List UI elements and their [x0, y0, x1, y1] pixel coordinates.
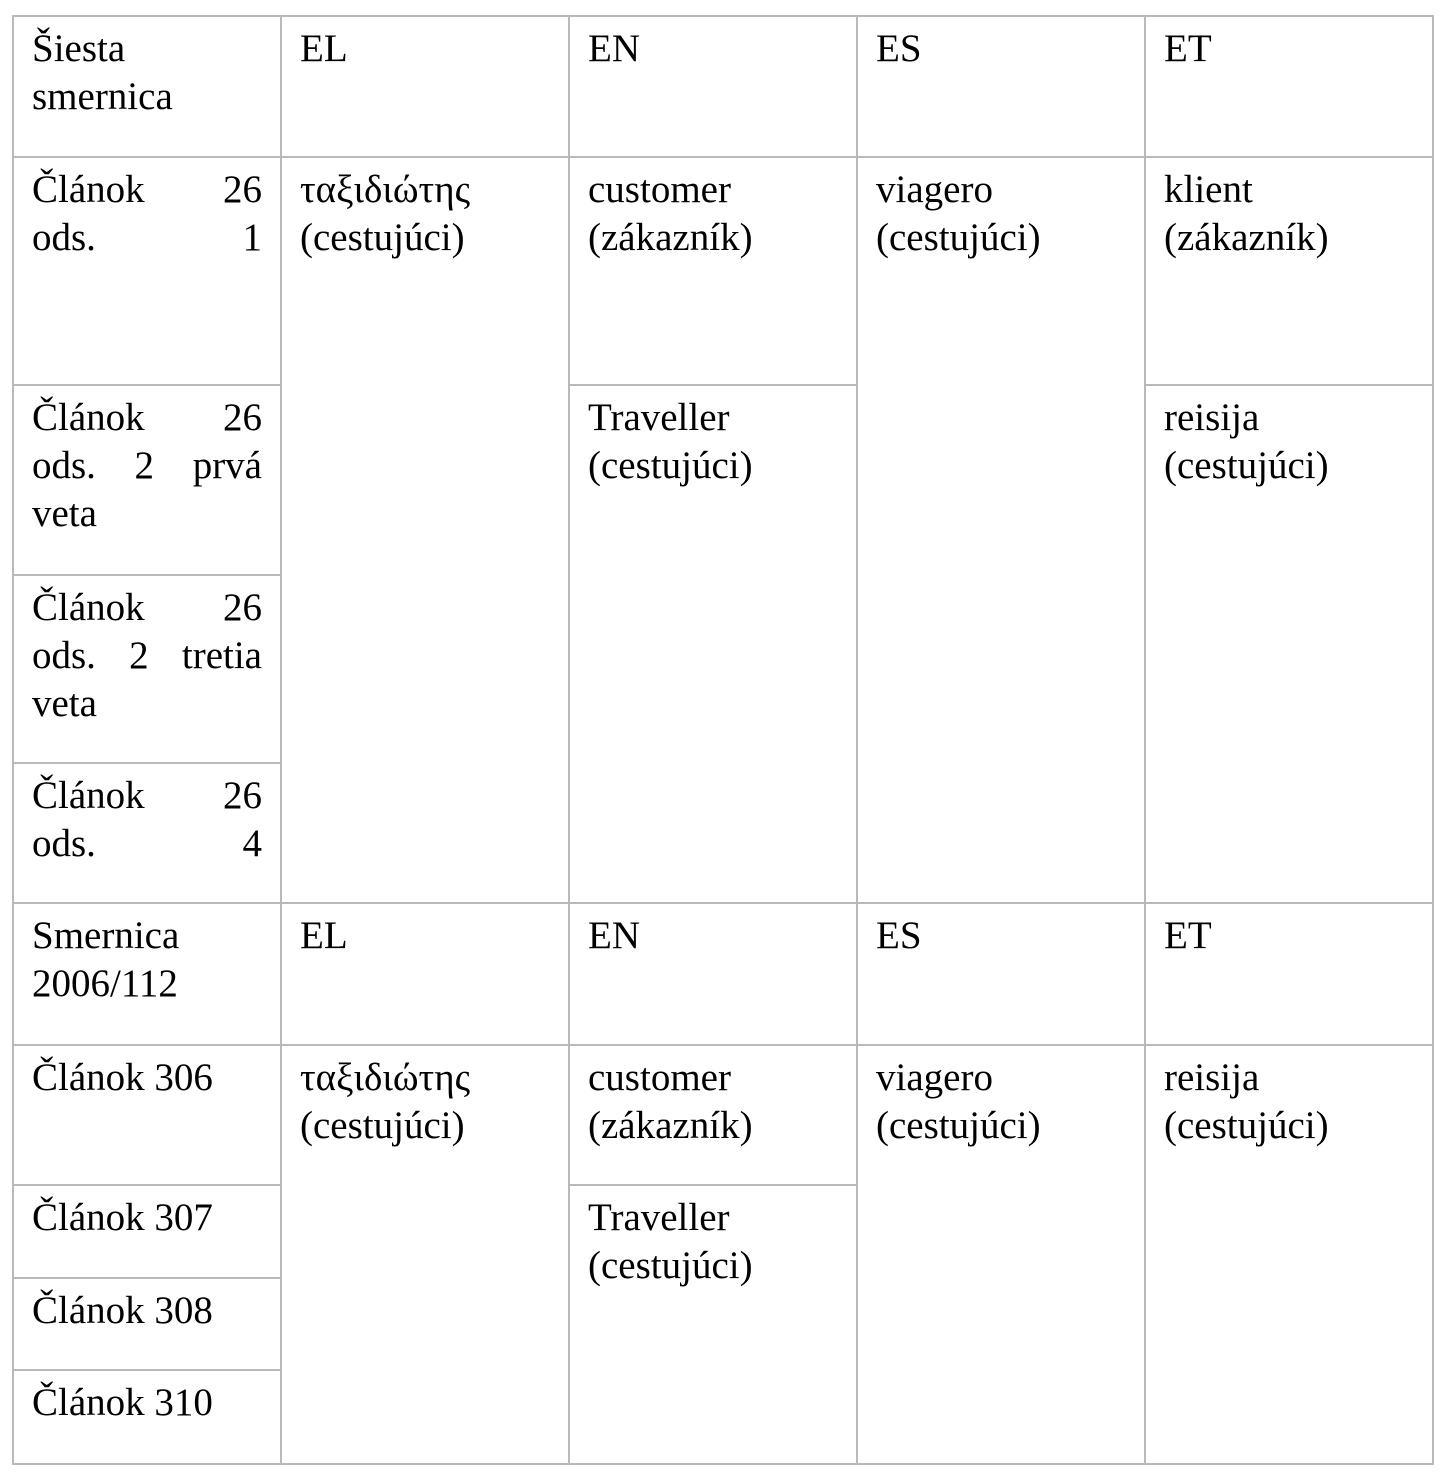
- section2-lang-en: EN: [569, 903, 857, 1045]
- section1-lang-el: EL: [281, 16, 569, 157]
- section2-article-cell: Článok 307: [13, 1185, 281, 1278]
- section1-header-row: [13, 16, 1433, 157]
- section1-es-term-cell: [857, 157, 1145, 903]
- section1-lang-en: EN: [569, 16, 857, 157]
- section1-en-translation-2: (cestujúci): [588, 444, 753, 487]
- section2-en-term-2: Traveller: [588, 1196, 730, 1239]
- section2-en-translation-2: (cestujúci): [588, 1244, 753, 1287]
- section2-directive-line-2: 2006/112: [32, 962, 178, 1005]
- section1-article-line: ods. 2 tretia: [32, 634, 262, 677]
- section2-en-translation-1: (zákazník): [588, 1104, 753, 1147]
- section1-article-line: ods. 2 prvá: [32, 444, 262, 487]
- section1-directive-line-2: smernica: [32, 75, 173, 118]
- section2-directive-cell: [13, 903, 281, 1045]
- section2-row: [13, 1045, 1433, 1185]
- section1-lang-et: ET: [1145, 16, 1433, 157]
- section2-lang-es: ES: [857, 903, 1145, 1045]
- section1-el-term: ταξιδιώτης: [300, 168, 471, 211]
- terminology-table: [12, 15, 1434, 1465]
- section1-en-term-1: customer: [588, 168, 731, 211]
- section1-article-cell: [13, 575, 281, 763]
- section1-en-term-cell-2: [569, 385, 857, 903]
- section1-el-term-cell: [281, 157, 569, 903]
- section1-et-term-cell-2: [1145, 385, 1433, 903]
- section1-article-line: veta: [32, 492, 97, 535]
- section2-en-term-1: customer: [588, 1056, 731, 1099]
- section2-en-term-cell-1: [569, 1045, 857, 1185]
- section1-lang-es: ES: [857, 16, 1145, 157]
- section2-en-term-cell-2: [569, 1185, 857, 1464]
- section1-et-term-cell-1: [1145, 157, 1433, 385]
- section1-article-line: Článok 26: [32, 396, 262, 439]
- section1-directive-cell: [13, 16, 281, 157]
- section1-row: [13, 385, 1433, 575]
- section2-article-cell: Článok 306: [13, 1045, 281, 1185]
- section2-article-cell: Článok 308: [13, 1278, 281, 1370]
- section1-en-translation-1: (zákazník): [588, 216, 753, 259]
- section1-et-translation-2: (cestujúci): [1164, 444, 1329, 487]
- section1-en-term-2: Traveller: [588, 396, 730, 439]
- section1-en-term-cell-1: [569, 157, 857, 385]
- section2-el-term: ταξιδιώτης: [300, 1056, 471, 1099]
- section1-article-cell: [13, 385, 281, 575]
- section2-lang-el: EL: [281, 903, 569, 1045]
- section2-et-term-cell: [1145, 1045, 1433, 1464]
- section1-es-term: viagero: [876, 168, 993, 211]
- section1-article-cell: [13, 157, 281, 385]
- section1-et-translation-1: (zákazník): [1164, 216, 1329, 259]
- section1-article-line: ods. 4: [32, 822, 262, 865]
- section2-es-translation: (cestujúci): [876, 1104, 1041, 1147]
- section2-lang-et: ET: [1145, 903, 1433, 1045]
- section2-es-term: viagero: [876, 1056, 993, 1099]
- section1-article-line: Článok 26: [32, 774, 262, 817]
- section1-et-term-2: reisija: [1164, 396, 1260, 439]
- section2-et-term: reisija: [1164, 1056, 1260, 1099]
- section1-es-translation: (cestujúci): [876, 216, 1041, 259]
- section2-el-term-cell: [281, 1045, 569, 1464]
- section2-header-row: [13, 903, 1433, 1045]
- section1-el-translation: (cestujúci): [300, 216, 465, 259]
- section2-es-term-cell: [857, 1045, 1145, 1464]
- section2-el-translation: (cestujúci): [300, 1104, 465, 1147]
- section1-article-line: Článok 26: [32, 168, 262, 211]
- section2-directive-line-1: Smernica: [32, 914, 180, 957]
- section1-row: [13, 157, 1433, 385]
- section1-article-line: veta: [32, 682, 97, 725]
- section1-directive-line-1: Šiesta: [32, 27, 126, 70]
- section2-et-translation: (cestujúci): [1164, 1104, 1329, 1147]
- section1-article-cell: [13, 763, 281, 903]
- section1-article-line: Článok 26: [32, 586, 262, 629]
- section1-article-line: ods. 1: [32, 216, 262, 259]
- section2-article-cell: Článok 310: [13, 1370, 281, 1464]
- section1-et-term-1: klient: [1164, 168, 1253, 211]
